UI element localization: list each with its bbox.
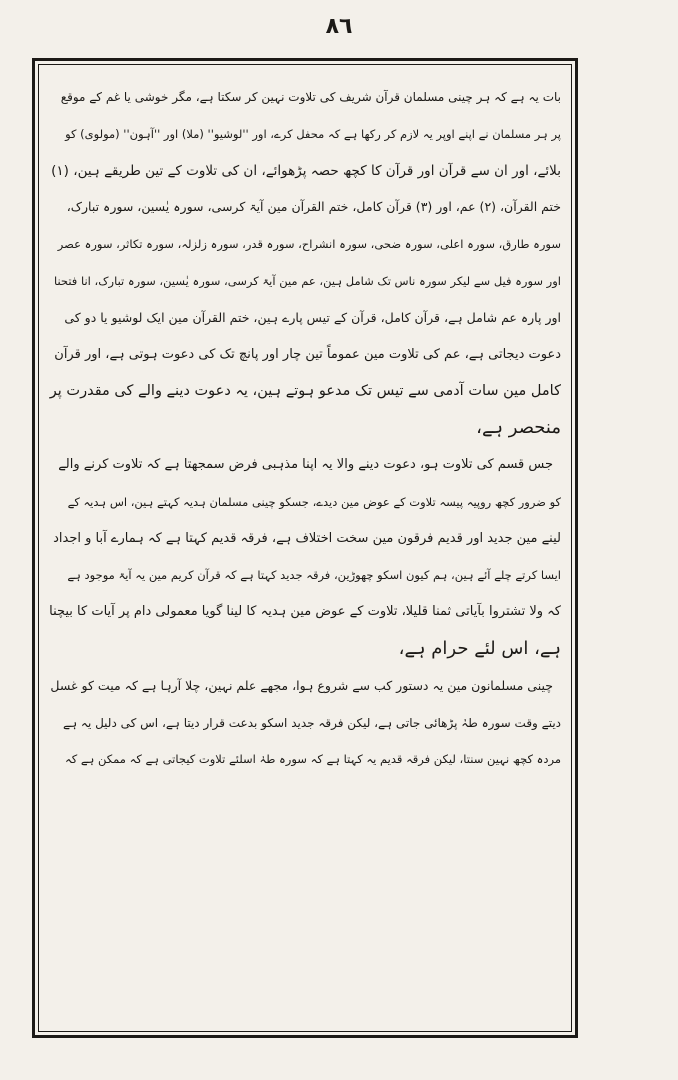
- text-line: پر ہر مسلمان نے اپنے اوپر یہ لازم کر رکھا ہے کہ محفل کرے، اور ''لوشیو'' (ملا) اور ''آہون'' (مولوی) کو: [65, 126, 561, 141]
- text-line: بات یہ ہے کہ ہر چینی مسلمان قرآن شریف کی تلاوت نہین کر سکتا ہے، مگر خوشی یا غم کے موقع: [60, 90, 561, 104]
- text-line: بلائے، اور ان سے قرآن اور قرآن کا کچھ حصہ پڑھوائے، ان کی تلاوت کے تین طریقے ہین، (۱): [51, 162, 561, 179]
- text-line: جس قسم کی تلاوت ہو، دعوت دینے والا یہ اپنا مذہبی فرض سمجھتا ہے کہ تلاوت کرنے والے: [58, 456, 553, 472]
- text-line: مردہ کچھ نہین سنتا، لیکن فرقہ قدیم یہ کہتا ہے کہ سورہ طہٰ اسلئے تلاوت کیجاتی ہے کہ ممکن ہے کہ: [65, 752, 561, 767]
- paragraph-end-line: منحصر ہے،: [476, 417, 561, 439]
- text-line: کامل مین سات آدمی سے تیس تک مدعو ہوتے ہین، یہ دعوت دینے والے کی مقدرت پر: [49, 383, 561, 400]
- page-number: ٨٦: [325, 14, 353, 39]
- text-line: کو ضرور کچھ روپیہ پیسہ تلاوت کے عوض مین دیدے، جسکو چینی مسلمان ہدیہ کہتے ہین، اس ہدیہ کے: [67, 494, 561, 509]
- text-line: ختم القرآن، (۲) عم، اور (۳) قرآن کامل، ختم القرآن مین آیۃ کرسی، سورہ یٰسین، سورہ تبارک،: [66, 199, 561, 215]
- text-line: چینی مسلمانون مین یہ دستور کب سے شروع ہوا، مجھے علم نہین، چلا آرہا ہے کہ میت کو غسل: [50, 677, 553, 693]
- text-line: اور پارہ عم شامل ہے، قرآن کامل، قرآن کے تیس پارے ہین، ختم القرآن مین ایک لوشیو یا دو کی: [64, 309, 561, 325]
- text-line: ایسا کرتے چلے آئے ہین، ہم کیون اسکو چھوڑین، فرقہ جدید کہتا ہے کہ قرآن کریم مین یہ آیۃ موجود ہے: [67, 568, 561, 583]
- paragraph-end-line: ہے، اس لئے حرام ہے،: [398, 637, 561, 659]
- text-line: لینے مین جدید اور قدیم فرقون مین سخت اختلاف ہے، فرقہ قدیم کہتا ہے کہ ہمارے آبا و اجداد: [53, 530, 561, 546]
- text-line: سورہ طارق، سورہ اعلی، سورہ ضحی، سورہ انشراح، سورہ قدر، سورہ زلزلہ، سورہ تکاثر، سورہ عصر: [57, 237, 561, 252]
- page-border-inner: [38, 64, 572, 1032]
- text-line: اور سورہ فیل سے لیکر سورہ ناس تک شامل ہین، عم مین آیۃ کرسی، سورہ یٰسین، سورہ تبارک، انا فتحنا: [53, 273, 561, 288]
- urdu-text-body: [49, 79, 561, 778]
- text-line: دعوت دیجاتی ہے، عم کی تلاوت مین عموماً تین چار اور پانچ تک کی دعوت ہوتی ہے، اور قرآن: [54, 346, 561, 362]
- text-line: دیتے وقت سورہ طہٰ پڑھائی جاتی ہے، لیکن فرقہ جدید اسکو بدعت قرار دیتا ہے، اس کی دلیل یہ ہے: [63, 715, 561, 730]
- text-line: کہ ولا تشتروا بآیاتی ثمنا قلیلا، تلاوت کے عوض مین ہدیہ کا لینا گویا معمولی دام پر آیات کا بیچنا: [49, 604, 561, 620]
